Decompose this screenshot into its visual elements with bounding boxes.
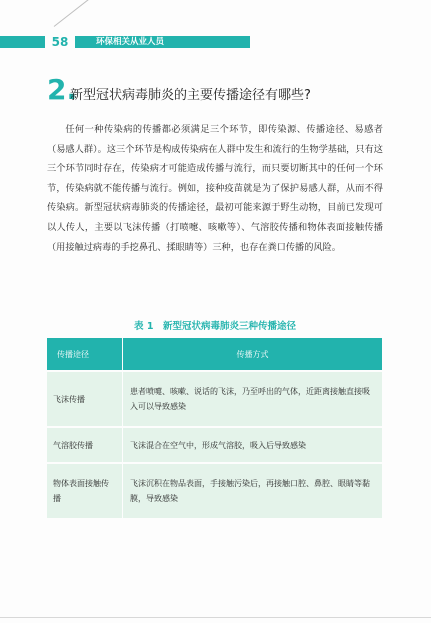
- page-bottom-rule: [0, 617, 431, 618]
- question-title: 新型冠状病毒肺炎的主要传播途径有哪些?: [70, 88, 311, 103]
- header-decoration-line: [54, 0, 107, 27]
- table-cell-route: 飞沫传播: [47, 371, 123, 427]
- page-number: 58: [45, 34, 75, 50]
- table-header-route: 传播途径: [47, 338, 123, 371]
- table-header-mode: 传播方式: [123, 338, 383, 371]
- table-header-row: [47, 338, 383, 371]
- table-row: [47, 427, 383, 463]
- table-cell-mode: 患者喷嚏、咳嗽、说话的飞沫，乃至呼出的气体，近距离接触直接吸入可以导致感染: [123, 371, 383, 427]
- body-paragraph: 任何一种传染病的传播都必须满足三个环节，即传染源、传播途径、易感者（易感人群）。这三个环节是构成传染病在人群中发生和流行的生物学基础，只有这三个环节同时存在，传染病才可能造成传播与流行，而只要切断其中的任何一个环节，传染病就不能传播与流行。例如，接种疫苗就是为了保护易感人群，从而不得传染病。新型冠状病毒肺炎的传播途径，最初可能来源于野生动物，目前已发现可以人传人，主要以飞沫传播（打喷嚏、咳嗽等）、气溶胶传播和物体表面接触传播（用接触过病毒的手挖鼻孔、揉眼睛等）三种，也存在粪口传播的风险。: [47, 124, 383, 253]
- table-row: [47, 463, 383, 518]
- question-number: 2.: [47, 73, 78, 106]
- table-cell-route: 物体表面接触传播: [47, 463, 123, 518]
- table-cell-mode: 飞沫沉积在物品表面，手接触污染后，再接触口腔、鼻腔、眼睛等黏膜，导致感染: [123, 463, 383, 518]
- transmission-table: [47, 338, 383, 518]
- table-cell-mode: 飞沫混合在空气中，形成气溶胶，吸入后导致感染: [123, 427, 383, 463]
- table-cell-route: 气溶胶传播: [47, 427, 123, 463]
- section-label: 环保相关从业人员: [96, 37, 165, 47]
- table-caption: 表 1 新型冠状病毒肺炎三种传播途径: [134, 321, 296, 332]
- table-row: [47, 371, 383, 427]
